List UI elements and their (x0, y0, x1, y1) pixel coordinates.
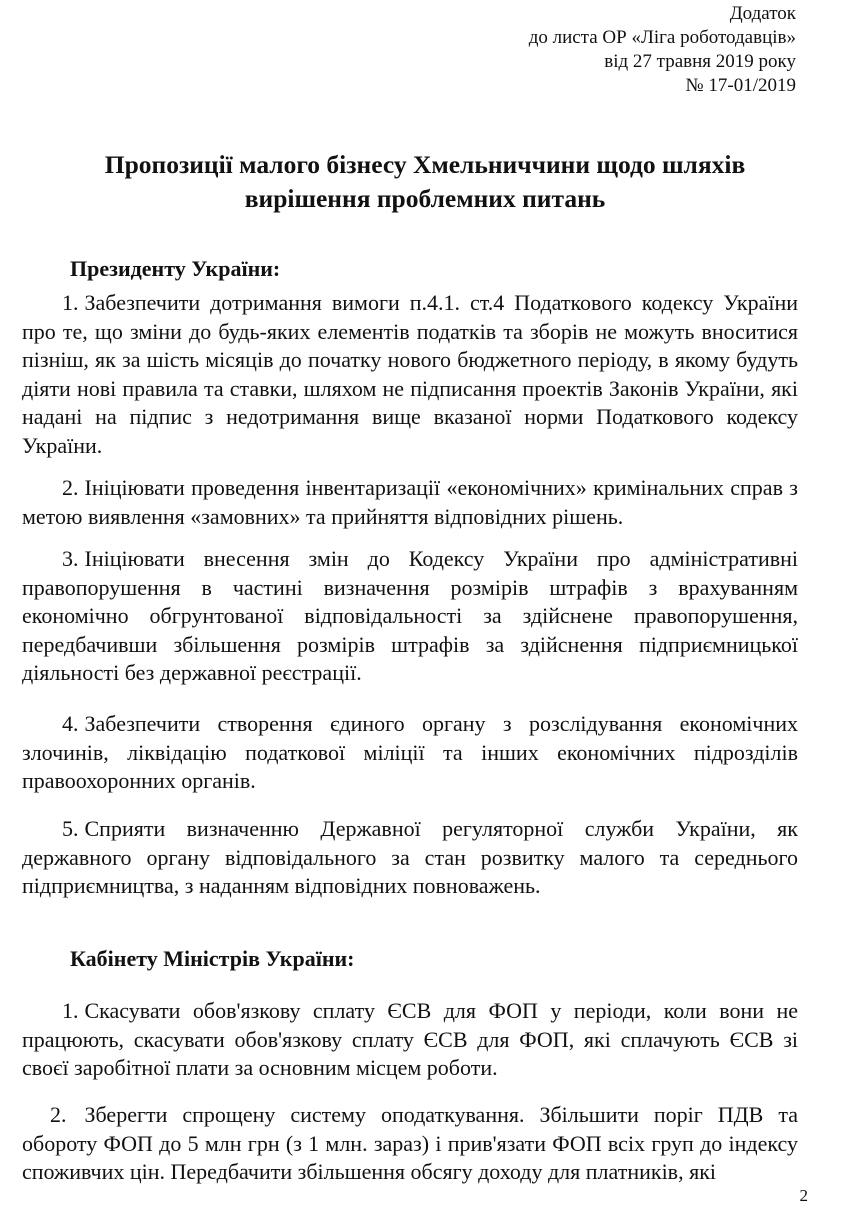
title-line-2: вирішення проблемних питань (244, 184, 606, 213)
list-item (22, 997, 798, 1083)
item-text: Забезпечити створення єдиного органу з розслідування економічних злочинів, ліквідацію податкової міліції та інших економічних підрозділів правоохоронних органів. (22, 711, 798, 793)
item-number: 3. (62, 546, 79, 571)
list-item (22, 289, 798, 460)
appendix-label: Додаток (729, 3, 796, 24)
item-number: 2. (62, 475, 79, 500)
item-text: Ініціювати проведення інвентаризації «економічних» кримінальних справ з метою виявлення «замовних» та прийняття відповідних рішень. (22, 475, 798, 529)
letter-number: № 17-01/2019 (685, 75, 796, 96)
list-item (22, 815, 798, 901)
appendix-header (529, 2, 796, 98)
item-text: Забезпечити дотримання вимоги п.4.1. ст.4 Податкового кодексу України про те, що зміни до будь-яких елементів податків та зборів не можуть вноситися пізніш, як за шість місяців до початку нового бюджетного періоду, в якому будуть діяти нові правила та ставки, шляхом не підписання проектів Законів України, які надані на підпис з недотримання вище вказаної норми Податкового кодексу України. (22, 290, 798, 458)
item-text: Ініціювати внесення змін до Кодексу України про адміністративні правопорушення в частині визначення розмірів штрафів з врахуванням економічно обгрунтованої відповідальності за здійснене правопорушення, передбачивши збільшення розмірів штрафів за здійснення підприємницької діяльності без державної реєстрації. (22, 546, 798, 685)
list-item (22, 710, 798, 796)
item-text: Скасувати обов'язкову сплату ЄСВ для ФОП у періоди, коли вони не працюють, скасувати обов'язкову сплату ЄСВ для ФОП, які сплачують ЄСВ зі своєї заробітної плати за основним місцем роботи. (22, 998, 798, 1080)
item-text: Сприяти визначенню Державної регуляторної служби України, як державного органу відповідального за стан розвитку малого та середнього підприємництва, з наданням відповідних повноважень. (22, 816, 798, 898)
item-number: 1. (62, 998, 79, 1023)
item-number: 4. (62, 711, 79, 736)
item-number: 1. (62, 290, 79, 315)
letter-reference: до листа ОР «Ліга роботодавців» (528, 27, 796, 48)
list-item (22, 474, 798, 531)
section-heading-president: Президенту України: (70, 256, 281, 281)
document-title (40, 148, 810, 216)
title-line-1: Пропозиції малого бізнесу Хмельниччини щодо шляхів (104, 150, 746, 179)
item-text: Зберегти спрощену систему оподаткування. Збільшити поріг ПДВ та обороту ФОП до 5 млн грн (з 1 млн. зараз) і прив'язати ФОП всіх груп до індексу споживчих цін. Передбачити збільшення обсягу доходу для платників, які (22, 1102, 798, 1184)
letter-date: від 27 травня 2019 року (604, 51, 796, 72)
item-number: 5. (62, 816, 79, 841)
page-number: 2 (799, 1186, 808, 1205)
list-item (22, 545, 798, 688)
section-heading-cabinet: Кабінету Міністрів України: (70, 946, 355, 971)
item-number: 2. (50, 1102, 67, 1127)
list-item (22, 1101, 798, 1187)
